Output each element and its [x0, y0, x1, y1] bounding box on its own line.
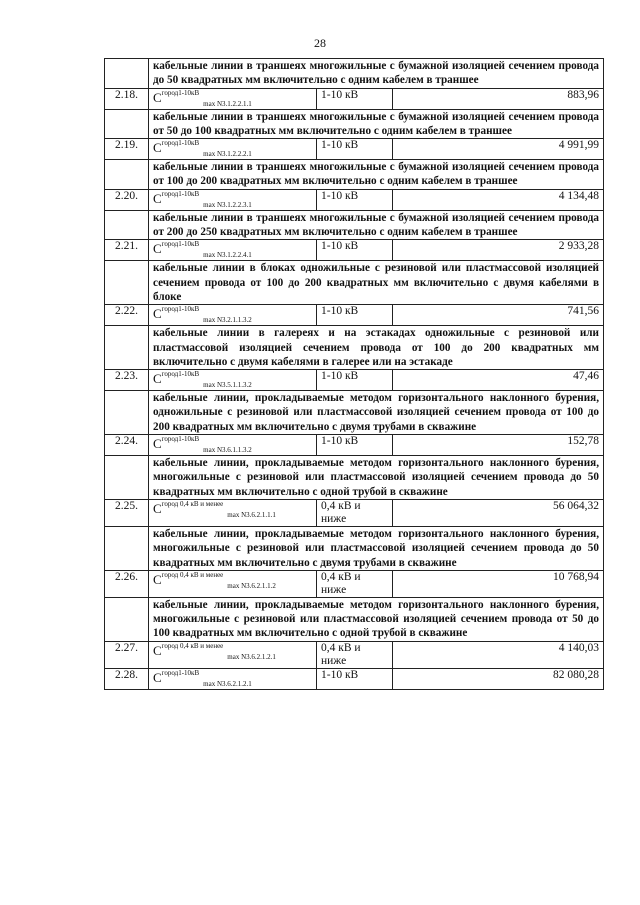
rate-symbol [149, 641, 317, 668]
rate-symbol-letter: C [153, 306, 162, 322]
voltage-level: 0,4 кВ и ниже [317, 641, 393, 668]
item-number: 2.21. [105, 240, 149, 261]
page-number: 28 [314, 36, 326, 50]
empty-number-cell [105, 597, 149, 641]
rate-value: 4 991,99 [393, 139, 604, 160]
tariff-row [105, 189, 604, 210]
voltage-level: 1-10 кВ [317, 435, 393, 456]
rate-symbol-superscript: город1-10кВ [161, 370, 200, 379]
rate-value: 883,96 [393, 88, 604, 109]
service-description: кабельные линии в траншеях многожильные с бумажной изоляцией сечением провода до 50 квадратных мм включительно с одним кабелем в траншее [149, 59, 604, 89]
rate-value: 2 933,28 [393, 240, 604, 261]
rate-value: 4 140,03 [393, 641, 604, 668]
tariff-row [105, 370, 604, 391]
rate-symbol-subscript: max N3.6.2.1.1.2 [227, 581, 276, 590]
empty-number-cell [105, 109, 149, 139]
voltage-level: 1-10 кВ [317, 305, 393, 326]
tariff-row [105, 435, 604, 456]
service-description: кабельные линии, прокладываемые методом горизонтального наклонного бурения, многожильные с резиновой или пластмассовой изоляцией сечением провода до 50 квадратных мм включительно с одной трубой в скважине [149, 456, 604, 500]
empty-number-cell [105, 326, 149, 370]
item-number: 2.26. [105, 570, 149, 597]
rate-symbol-letter: C [153, 190, 162, 206]
rate-symbol-subscript: max N3.6.2.1.2.1 [203, 679, 252, 688]
tariff-table [104, 58, 604, 690]
voltage-level: 0,4 кВ и ниже [317, 499, 393, 526]
tariff-row [105, 139, 604, 160]
rate-symbol-subscript: max N3.1.2.2.1.1 [203, 99, 252, 108]
rate-symbol-letter: C [153, 500, 162, 516]
tariff-row [105, 305, 604, 326]
empty-number-cell [105, 210, 149, 240]
rate-symbol-superscript: город1-10кВ [161, 668, 200, 677]
rate-symbol-subscript: max N3.1.2.2.3.1 [203, 200, 252, 209]
item-number: 2.28. [105, 668, 149, 689]
rate-symbol-subscript: max N3.1.2.2.4.1 [203, 251, 252, 260]
description-row [105, 160, 604, 190]
service-description: кабельные линии, прокладываемые методом горизонтального наклонного бурения, многожильные с резиновой или пластмассовой изоляцией сечением провода до 50 квадратных мм включительно с двумя трубами в скважине [149, 526, 604, 570]
item-number: 2.18. [105, 88, 149, 109]
tariff-row [105, 570, 604, 597]
voltage-level: 1-10 кВ [317, 370, 393, 391]
item-number: 2.22. [105, 305, 149, 326]
rate-value: 82 080,28 [393, 668, 604, 689]
service-description: кабельные линии в траншеях многожильные с бумажной изоляцией сечением провода от 50 до 100 квадратных мм включительно с одним кабелем в траншее [149, 109, 604, 139]
voltage-level: 1-10 кВ [317, 88, 393, 109]
rate-symbol-letter: C [153, 241, 162, 257]
tariff-row [105, 499, 604, 526]
description-row [105, 59, 604, 89]
item-number: 2.20. [105, 189, 149, 210]
description-row [105, 109, 604, 139]
rate-symbol-subscript: max N3.2.1.1.3.2 [203, 316, 252, 325]
rate-symbol-letter: C [153, 642, 162, 658]
rate-symbol-letter: C [153, 371, 162, 387]
rate-symbol-superscript: город1-10кВ [161, 305, 200, 314]
item-number: 2.25. [105, 499, 149, 526]
description-row [105, 456, 604, 500]
rate-symbol-letter: C [153, 140, 162, 156]
rate-symbol-superscript: город 0,4 кВ и менее [161, 499, 224, 508]
service-description: кабельные линии, прокладываемые методом горизонтального наклонного бурения, одножильные с резиновой или пластмассовой изоляцией сечением провода от 100 до 200 квадратных мм включительно с двумя трубами в скважине [149, 391, 604, 435]
rate-symbol-superscript: город1-10кВ [161, 139, 200, 148]
rate-symbol [149, 668, 317, 689]
item-number: 2.23. [105, 370, 149, 391]
empty-number-cell [105, 261, 149, 305]
rate-symbol-letter: C [153, 571, 162, 587]
description-row [105, 597, 604, 641]
rate-symbol-letter: C [153, 436, 162, 452]
rate-value: 741,56 [393, 305, 604, 326]
rate-value: 4 134,48 [393, 189, 604, 210]
description-row [105, 326, 604, 370]
tariff-row [105, 88, 604, 109]
voltage-level: 1-10 кВ [317, 668, 393, 689]
item-number: 2.27. [105, 641, 149, 668]
empty-number-cell [105, 391, 149, 435]
description-row [105, 391, 604, 435]
service-description: кабельные линии в траншеях многожильные с бумажной изоляцией сечением провода от 100 до 200 квадратных мм включительно с одним кабелем в траншее [149, 160, 604, 190]
rate-symbol [149, 499, 317, 526]
rate-symbol-subscript: max N3.6.1.1.3.2 [203, 446, 252, 455]
empty-number-cell [105, 160, 149, 190]
rate-symbol-letter: C [153, 89, 162, 105]
empty-number-cell [105, 456, 149, 500]
rate-symbol-superscript: город1-10кВ [161, 88, 200, 97]
rate-symbol-superscript: город1-10кВ [161, 240, 200, 249]
rate-symbol-subscript: max N3.1.2.2.2.1 [203, 150, 252, 159]
service-description: кабельные линии в траншеях многожильные с бумажной изоляцией сечением провода от 200 до 250 квадратных мм включительно с одним кабелем в траншее [149, 210, 604, 240]
service-description: кабельные линии в галереях и на эстакадах одножильные с резиновой или пластмассовой изоляцией сечением провода от 100 до 200 квадратных мм включительно с двумя кабелями в галерее или на эстакаде [149, 326, 604, 370]
item-number: 2.19. [105, 139, 149, 160]
service-description: кабельные линии, прокладываемые методом горизонтального наклонного бурения, многожильные с резиновой или пластмассовой изоляцией сечением провода от 50 до 100 квадратных мм включительно с одной трубой в скважине [149, 597, 604, 641]
tariff-row [105, 641, 604, 668]
rate-symbol-subscript: max N3.6.2.1.1.1 [227, 510, 276, 519]
rate-symbol-subscript: max N3.5.1.1.3.2 [203, 381, 252, 390]
rate-value: 152,78 [393, 435, 604, 456]
empty-number-cell [105, 526, 149, 570]
voltage-level: 0,4 кВ и ниже [317, 570, 393, 597]
rate-symbol [149, 435, 317, 456]
rate-value: 10 768,94 [393, 570, 604, 597]
rate-symbol [149, 370, 317, 391]
description-row [105, 210, 604, 240]
voltage-level: 1-10 кВ [317, 240, 393, 261]
rate-value: 56 064,32 [393, 499, 604, 526]
voltage-level: 1-10 кВ [317, 189, 393, 210]
rate-symbol-superscript: город 0,4 кВ и менее [161, 570, 224, 579]
rate-symbol [149, 139, 317, 160]
rate-symbol-letter: C [153, 669, 162, 685]
rate-value: 47,46 [393, 370, 604, 391]
rate-symbol [149, 240, 317, 261]
tariff-table-body [105, 59, 604, 690]
rate-symbol [149, 88, 317, 109]
rate-symbol-superscript: город1-10кВ [161, 189, 200, 198]
rate-symbol-superscript: город 0,4 кВ и менее [161, 641, 224, 650]
description-row [105, 526, 604, 570]
rate-symbol [149, 189, 317, 210]
voltage-level: 1-10 кВ [317, 139, 393, 160]
description-row [105, 261, 604, 305]
rate-symbol [149, 305, 317, 326]
rate-symbol-superscript: город1-10кВ [161, 435, 200, 444]
service-description: кабельные линии в блоках одножильные с резиновой или пластмассовой изоляцией сечением провода от 100 до 200 квадратных мм включительно с двумя кабелями в блоке [149, 261, 604, 305]
item-number: 2.24. [105, 435, 149, 456]
tariff-row [105, 668, 604, 689]
rate-symbol [149, 570, 317, 597]
empty-number-cell [105, 59, 149, 89]
tariff-row [105, 240, 604, 261]
rate-symbol-subscript: max N3.6.2.1.2.1 [227, 652, 276, 661]
